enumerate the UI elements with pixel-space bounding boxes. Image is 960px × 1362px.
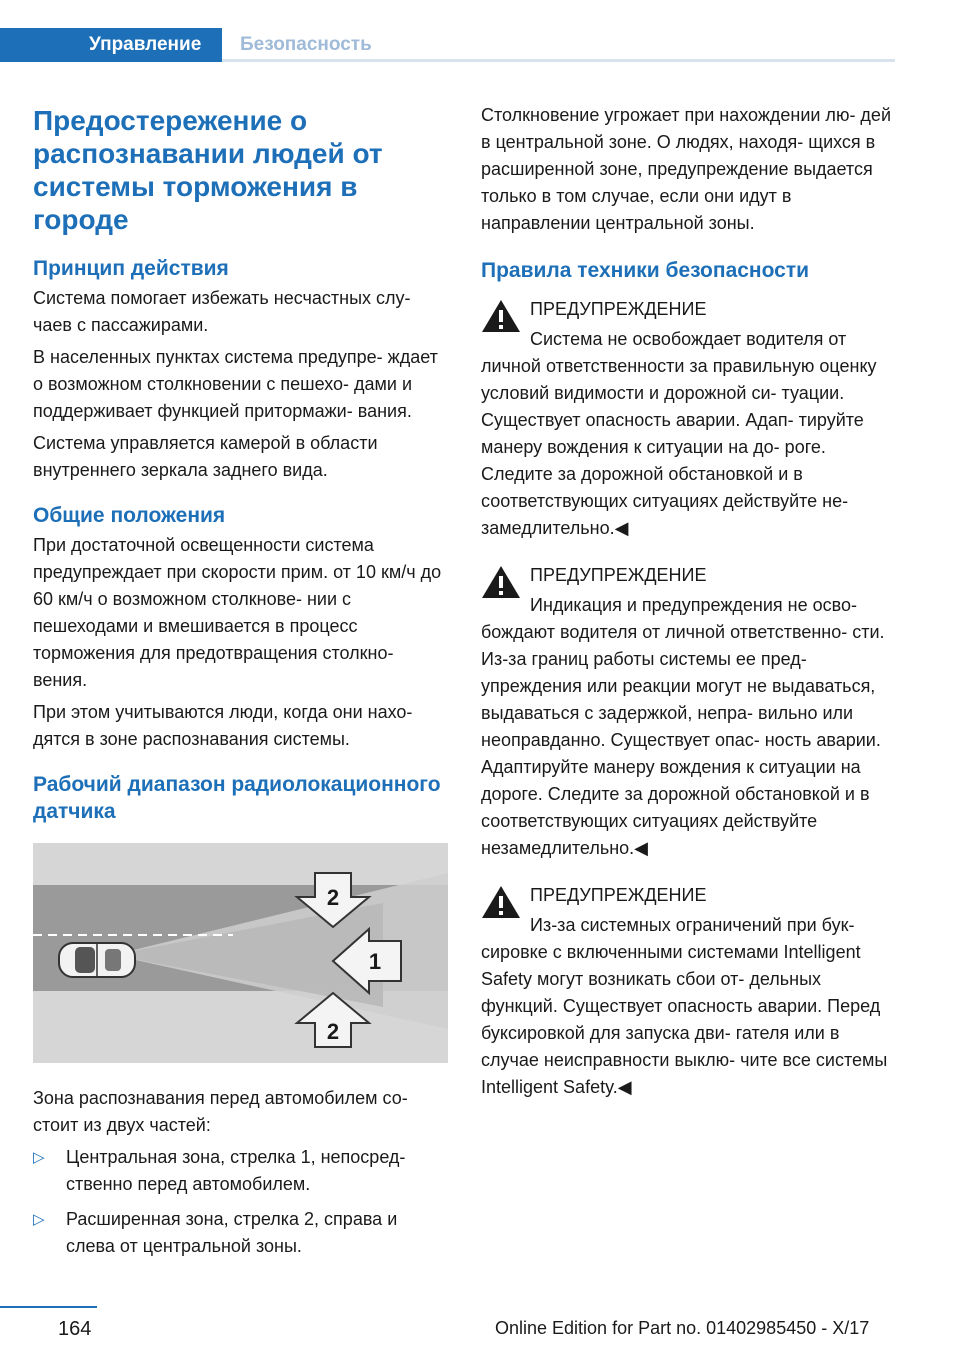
heading-general: Общие положения: [33, 504, 226, 527]
paragraph: Зона распознавания перед автомобилем со‐ стоит из двух частей:: [33, 1088, 408, 1135]
page-title: Предостережение о распознавании людей от системы торможения в городе: [33, 105, 383, 235]
label-2-bottom: 2: [326, 1019, 340, 1044]
list-item: ▷ Расширенная зона, стрелка 2, справа и слева от центральной зоны.: [33, 1206, 448, 1260]
paragraph: При достаточной освещенности система предупреждает при скорости прим. от 10 км/ч до 60 км/ч о возможном столкнове‐ нии с пешеходами и вмешивается в процесс торможения для предотвращения столкно‐ вения.: [33, 535, 442, 690]
tab-control[interactable]: Управление: [0, 28, 222, 62]
warning-block: [481, 562, 901, 862]
footer-rule: [0, 1306, 97, 1308]
paragraph: Система управляется камерой в области внутреннего зеркала заднего вида.: [33, 433, 378, 480]
warning-title: ПРЕДУПРЕЖДЕНИЕ: [530, 299, 707, 319]
label-2-top: 2: [326, 885, 340, 910]
paragraph: При этом учитываются люди, когда они нахо‐ дятся в зоне распознавания системы.: [33, 702, 413, 749]
label-1-mid: 1: [368, 949, 382, 974]
edition-note: Online Edition for Part no. 01402985450 - X/17: [495, 1318, 870, 1338]
page-number: 164: [58, 1318, 92, 1340]
warning-block: [481, 882, 901, 1101]
warning-triangle-icon: [481, 565, 521, 599]
warning-block: [481, 296, 901, 542]
warning-title: ПРЕДУПРЕЖДЕНИЕ: [530, 565, 707, 585]
paragraph: Система помогает избежать несчастных слу‐ чаев с пассажирами.: [33, 288, 411, 335]
header-tabbar: [0, 28, 895, 62]
bullet-triangle-icon: ▷: [33, 1211, 45, 1228]
bullet-triangle-icon: ▷: [33, 1149, 45, 1166]
heading-safety-rules: Правила техники безопасности: [481, 259, 810, 282]
paragraph: Столкновение угрожает при нахождении лю‐ дей в центральной зоне. О людях, находя‐ щихся в расширенной зоне, предупреждение выдается только в том случае, если они идут в направлении центральной зоны.: [481, 105, 892, 233]
heading-range: Рабочий диапазон радиолокационного датчика: [33, 773, 441, 823]
paragraph: В населенных пунктах система предупре‐ ждает о возможном столкновении с пешехо‐ дами и поддерживает функцией притормажи‐ вания.: [33, 347, 438, 421]
detection-zone-figure: [33, 843, 448, 1063]
warning-text: Индикация и предупреждения не осво‐ бождают водителя от личной ответственно‐ сти. Из-за границ работы системы ее пред‐ упреждения или реакции могут не выдаваться, выдаваться с задержкой, непра‐ вильно или неоправданно. Существует опас‐ ность аварии. Адаптируйте манеру вождения к ситуации на дороге. Следите за дорожной обстановкой и в соответствующих ситуациях действуйте незамедлительно.◀: [481, 595, 885, 858]
tab-safety[interactable]: Безопасность: [240, 34, 372, 55]
list-item: ▷ Центральная зона, стрелка 1, непосред‐ ственно перед автомобилем.: [33, 1144, 448, 1198]
warning-text: Из-за системных ограничений при бук‐ сировке с включенными системами Intelligent Safety могут возникать сбои от‐ дельных функций. Существует опасность аварии. Перед буксировкой для запуска дви‐ гателя или в случае неисправности выклю‐ чите все системы Intelligent Safety.◀: [481, 915, 888, 1097]
left-column: [33, 104, 448, 1268]
heading-principle: Принцип действия: [33, 257, 229, 280]
right-column: [481, 102, 901, 1121]
warning-triangle-icon: [481, 299, 521, 333]
warning-title: ПРЕДУПРЕЖДЕНИЕ: [530, 885, 707, 905]
detection-zone-diagram: [33, 843, 448, 1063]
car-icon: [59, 943, 135, 977]
warning-text: Система не освобождает водителя от личной ответственности за правильную оценку условий видимости и дорожной си‐ туации. Существует опасность аварии. Адап‐ тируйте манеру вождения к ситуации на до‐ роге. Следите за дорожной обстановкой и в соответствующих ситуациях действуйте не‐ замедлительно.◀: [481, 329, 877, 538]
warning-triangle-icon: [481, 885, 521, 919]
zone-list: [33, 1144, 448, 1260]
